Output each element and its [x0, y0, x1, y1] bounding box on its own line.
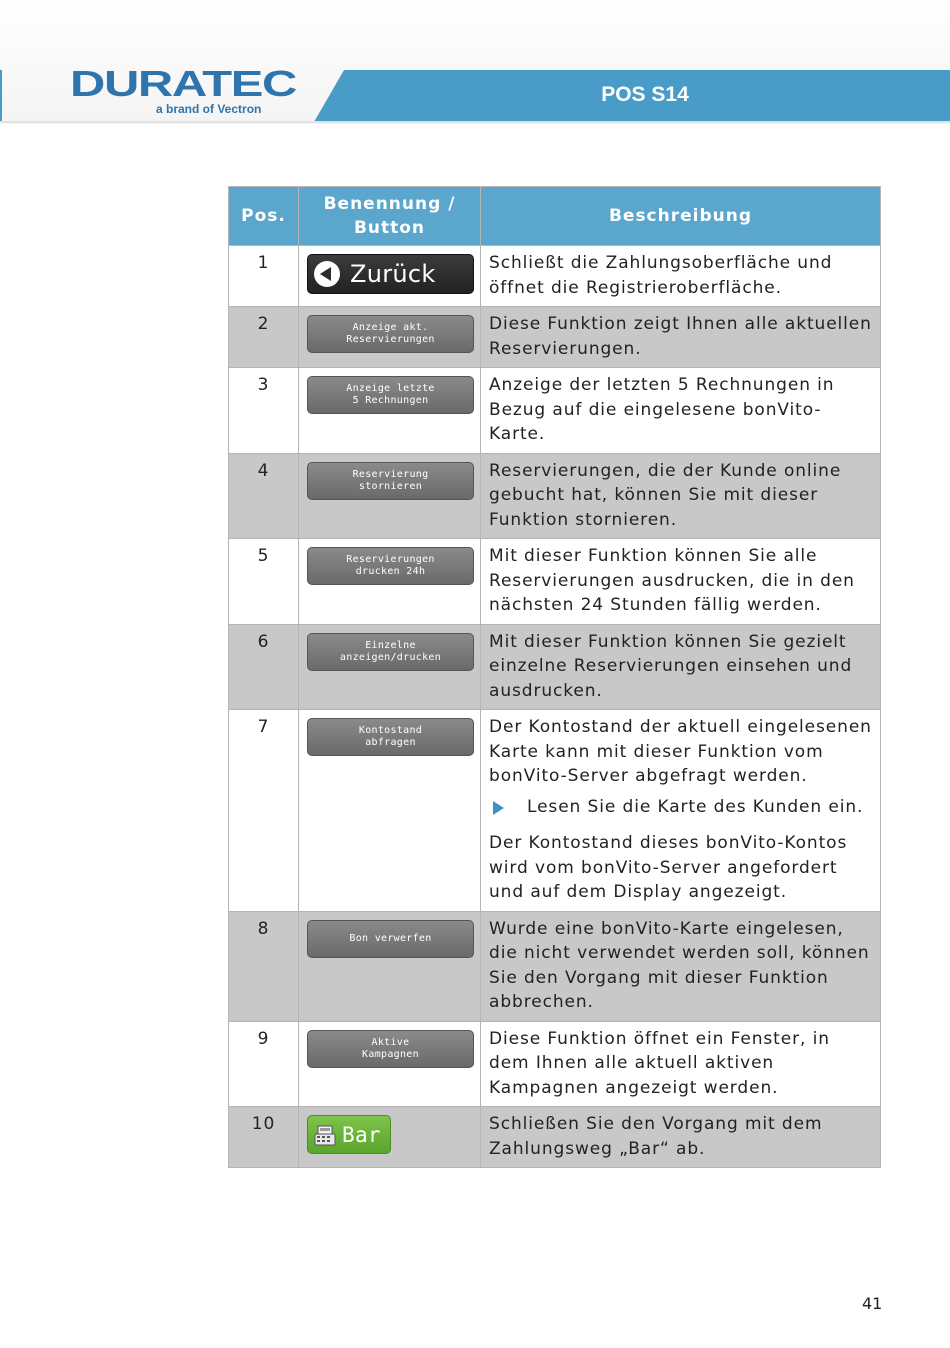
reservierungen-drucken-button: Reservierungen drucken 24h	[307, 547, 474, 585]
table-header-row	[229, 187, 881, 246]
cash-register-icon	[312, 1122, 338, 1148]
page-header-title: POS S14	[601, 83, 689, 106]
row-description: Diese Funktion öffnet ein Fenster, in dem Ihnen alle aktuell aktiven Kampagnen angezeigt werden.	[489, 1028, 830, 1098]
row-description: Mit dieser Funktion können Sie gezielt einzelne Reservierungen einsehen und ausdrucken.	[489, 631, 853, 701]
row-pos: 2	[229, 307, 299, 368]
button-label: Bar	[342, 1122, 381, 1147]
row-description: Wurde eine bonVito-Karte eingelesen, die nicht verwendet werden soll, können Sie den Vorgang mit dieser Funktion abbrechen.	[489, 918, 870, 1012]
bon-verwerfen-button: Bon verwerfen	[307, 920, 474, 958]
header-edge-mark	[0, 70, 2, 122]
row-pos: 9	[229, 1021, 299, 1107]
table-row	[229, 1021, 881, 1107]
row-description: Diese Funktion zeigt Ihnen alle aktuellen Reservierungen.	[489, 314, 872, 359]
bar-button	[307, 1115, 391, 1154]
row-pos: 6	[229, 624, 299, 710]
table-row	[229, 710, 881, 912]
kontostand-abfragen-button: Kontostand abfragen	[307, 718, 474, 756]
function-table	[228, 186, 881, 1168]
row-description: Anzeige der letzten 5 Rechnungen in Bezug auf die eingelesene bonVito-Karte.	[489, 375, 835, 444]
table-row	[229, 246, 881, 307]
back-arrow-icon	[314, 261, 340, 287]
row-pos: 1	[229, 246, 299, 307]
column-header-button: Benennung / Button	[299, 187, 481, 246]
reservierung-stornieren-button: Reservierung stornieren	[307, 462, 474, 500]
column-header-pos: Pos.	[229, 187, 299, 246]
table-row	[229, 453, 881, 539]
row-pos: 10	[229, 1107, 299, 1168]
button-label: Zurück	[350, 260, 436, 288]
row-pos: 4	[229, 453, 299, 539]
table-row	[229, 911, 881, 1021]
row-pos: 7	[229, 710, 299, 912]
row-description: Der Kontostand der aktuell eingelesenen Karte kann mit dieser Funktion vom bonVito-Server abgefragt werden.	[489, 717, 872, 786]
anzeige-rechnungen-button: Anzeige letzte 5 Rechnungen	[307, 376, 474, 414]
zurueck-button	[307, 254, 474, 294]
duratec-logo	[70, 68, 298, 98]
table-row	[229, 624, 881, 710]
row-description: Mit dieser Funktion können Sie alle Reservierungen ausdrucken, die in den nächsten 24 Stunden fällig werden.	[489, 546, 855, 615]
triangle-bullet-icon	[493, 801, 504, 815]
anzeige-reservierungen-button: Anzeige akt. Reservierungen	[307, 315, 474, 353]
row-pos: 3	[229, 368, 299, 454]
instruction-step: Lesen Sie die Karte des Kunden ein.	[527, 796, 864, 817]
brand-tagline: a brand of Vectron	[156, 102, 262, 116]
row-description: Reservierungen, die der Kunde online gebucht hat, können Sie mit dieser Funktion stornieren.	[489, 460, 842, 530]
row-description: Schließen Sie den Vorgang mit dem Zahlungsweg „Bar“ ab.	[489, 1114, 823, 1159]
row-pos: 5	[229, 539, 299, 625]
row-pos: 8	[229, 911, 299, 1021]
column-header-description: Beschreibung	[481, 187, 881, 246]
svg-text:DURATEC: DURATEC	[70, 68, 298, 98]
page-number: 41	[862, 1294, 883, 1313]
table-row	[229, 539, 881, 625]
header-divider	[0, 121, 950, 123]
table-row	[229, 368, 881, 454]
aktive-kampagnen-button: Aktive Kampagnen	[307, 1030, 474, 1068]
row-description: Schließt die Zahlungsoberfläche und öffnet die Registrieroberfläche.	[489, 253, 833, 298]
table-row	[229, 307, 881, 368]
einzelne-anzeigen-button: Einzelne anzeigen/drucken	[307, 633, 474, 671]
table-row	[229, 1107, 881, 1168]
row-description-continued: Der Kontostand dieses bonVito-Kontos wird vom bonVito-Server angefordert und auf dem Display angezeigt.	[489, 833, 848, 902]
